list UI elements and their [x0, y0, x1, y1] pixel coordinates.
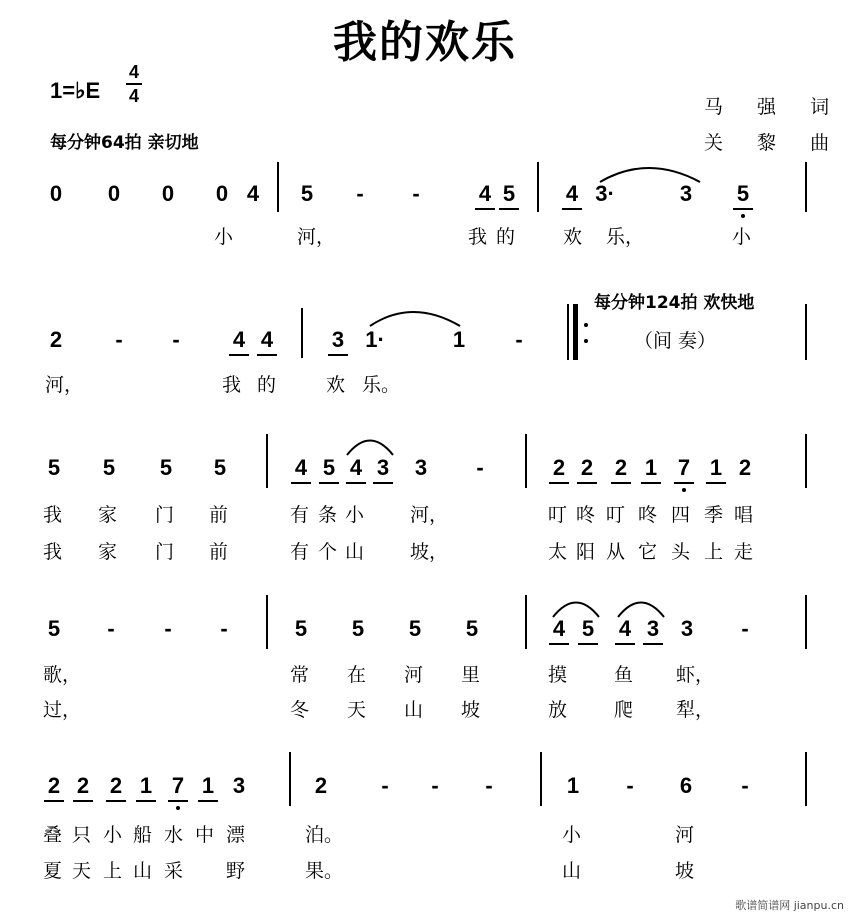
note: 1 — [705, 456, 727, 480]
lyric: 采 — [164, 860, 184, 882]
lyric: 爬 — [614, 699, 634, 721]
barline — [525, 595, 527, 649]
note: - — [172, 327, 180, 352]
key-signature: 1=♭E — [50, 78, 101, 103]
lyric: 果。 — [305, 860, 344, 882]
barline — [537, 162, 539, 212]
note: 1 — [197, 774, 219, 798]
note: 2 — [49, 327, 63, 352]
barline — [805, 304, 807, 360]
note: 7 — [167, 774, 189, 798]
note: 5 — [159, 455, 173, 480]
barline — [805, 752, 807, 806]
note: 4 — [256, 328, 278, 352]
note: - — [515, 327, 523, 352]
note: 2 — [43, 774, 65, 798]
barline — [805, 595, 807, 649]
lyric: 欢 — [326, 374, 346, 396]
barline — [301, 308, 303, 358]
watermark: 歌谱简谱网 jianpu.cn — [735, 899, 844, 912]
note: 7 — [673, 456, 695, 480]
note: - — [412, 181, 420, 206]
lyric: 天 — [347, 699, 367, 721]
barline — [805, 162, 807, 212]
lyric: 阳 — [576, 541, 596, 563]
lyric: 河 — [404, 664, 424, 686]
lyric: 条 — [318, 504, 338, 526]
time-sig-line — [126, 83, 142, 85]
lyric: 叮 — [606, 504, 626, 526]
lyric: 河， — [410, 504, 449, 526]
slur — [596, 160, 706, 184]
lyric: 上 — [704, 541, 724, 563]
note: 5 — [294, 616, 308, 641]
lyric: 坡 — [675, 860, 695, 882]
tempo-main: 每分钟124拍 欢快地 — [594, 293, 755, 313]
lyric: 走 — [734, 541, 754, 563]
lyric: 鱼 — [614, 664, 634, 686]
note: - — [356, 181, 364, 206]
lyric: 家 — [98, 541, 118, 563]
note: 0 — [49, 181, 63, 206]
barline — [525, 434, 527, 488]
song-title: 我的欢乐 — [333, 17, 517, 68]
note: 5 — [102, 455, 116, 480]
lyric: 唱 — [734, 504, 754, 526]
note: 3 — [680, 616, 694, 641]
note: 2 — [548, 456, 570, 480]
lyric: 船 — [133, 824, 153, 846]
note: - — [741, 616, 749, 641]
lyric: 山 — [562, 860, 582, 882]
lyric: 野 — [226, 860, 246, 882]
note: - — [115, 327, 123, 352]
lyric: 河， — [297, 226, 336, 248]
lyric: 门 — [155, 504, 175, 526]
barline — [266, 595, 268, 649]
note: 0 — [161, 181, 175, 206]
lyric: 小 — [214, 226, 234, 248]
barline — [277, 162, 279, 212]
lyric: 坡 — [461, 699, 481, 721]
note: - — [741, 773, 749, 798]
note: - — [107, 616, 115, 641]
note: 4 — [548, 617, 570, 641]
time-sig-top: 4 — [128, 62, 139, 82]
repeat-thin-bar — [567, 304, 569, 360]
lyric: 小 — [345, 504, 365, 526]
note: 2 — [72, 774, 94, 798]
lyric: 它 — [638, 541, 658, 563]
lyric: 欢 — [563, 226, 583, 248]
slur — [550, 596, 602, 618]
lyric: 前 — [209, 504, 229, 526]
note: 5 — [213, 455, 227, 480]
repeat-thick-bar — [573, 304, 578, 360]
barline — [266, 434, 268, 488]
note: 3 — [372, 456, 394, 480]
note: 4 — [345, 456, 367, 480]
note: 4 — [474, 182, 496, 206]
lyric: 山 — [404, 699, 424, 721]
lyric: 太 — [548, 541, 568, 563]
lyric: 中 — [195, 824, 215, 846]
lyricist: 马 强 词 — [704, 96, 844, 118]
tempo-intro: 每分钟64拍 亲切地 — [50, 133, 199, 153]
lyric: 小 — [562, 824, 582, 846]
note: 3 — [414, 455, 428, 480]
lyric: 天 — [72, 860, 92, 882]
lyric: 泊。 — [305, 824, 344, 846]
lyric: 河， — [45, 374, 84, 396]
lyric: 乐。 — [362, 374, 401, 396]
lyric: 河 — [675, 824, 695, 846]
slur — [615, 596, 667, 618]
note: 1 — [566, 773, 580, 798]
note: 5 — [47, 455, 61, 480]
lyric: 门 — [155, 541, 175, 563]
note: 5 — [465, 616, 479, 641]
note: - — [381, 773, 389, 798]
lyric: 水 — [164, 824, 184, 846]
barline — [540, 752, 542, 806]
lyric: 里 — [461, 664, 481, 686]
repeat-dot — [584, 339, 588, 343]
lyric: 在 — [347, 664, 367, 686]
lyric: 叠 — [43, 824, 63, 846]
lyric: 夏 — [43, 860, 63, 882]
note: 0 — [215, 181, 229, 206]
repeat-dot — [584, 323, 588, 327]
note: 5 — [318, 456, 340, 480]
lyric: 季 — [704, 504, 724, 526]
note: - — [164, 616, 172, 641]
note: - — [220, 616, 228, 641]
lyric: 小 — [732, 226, 752, 248]
lyric: 头 — [671, 541, 691, 563]
lyric: 个 — [318, 541, 338, 563]
note: 5 — [408, 616, 422, 641]
note: 3 — [232, 773, 246, 798]
lyric: 坡， — [410, 541, 449, 563]
lyric: 乐， — [606, 226, 645, 248]
note: 3 — [327, 328, 349, 352]
lyric: 叮 — [548, 504, 568, 526]
lyric: 咚 — [576, 504, 596, 526]
lyric: 有 — [290, 541, 310, 563]
lyric: 的 — [257, 374, 277, 396]
note: 5 — [300, 181, 314, 206]
lyric: 常 — [290, 664, 310, 686]
note: 1 — [452, 327, 466, 352]
lyric: 山 — [133, 860, 153, 882]
note: 5 — [351, 616, 365, 641]
lyric: 摸 — [548, 664, 568, 686]
barline — [289, 752, 291, 806]
lyric: 从 — [606, 541, 626, 563]
note: 4 — [290, 456, 312, 480]
lyric: 上 — [103, 860, 123, 882]
lyric: 漂 — [226, 824, 246, 846]
note: - — [485, 773, 493, 798]
note: 2 — [610, 456, 632, 480]
lyric: 犁， — [676, 699, 715, 721]
note: 2 — [738, 455, 752, 480]
note: 4 — [561, 182, 583, 206]
lyric: 我 — [468, 226, 488, 248]
note: 5 — [732, 182, 754, 206]
note: 3 — [679, 181, 693, 206]
lyric: 我 — [222, 374, 242, 396]
lyric: 家 — [98, 504, 118, 526]
time-signature — [126, 62, 142, 106]
composer: 关 黎 曲 — [704, 132, 844, 154]
lyric: 小 — [103, 824, 123, 846]
note: - — [626, 773, 634, 798]
lyric: 放 — [548, 699, 568, 721]
note: 0 — [107, 181, 121, 206]
note: 1 — [640, 456, 662, 480]
lyric: 歌， — [43, 664, 82, 686]
lyric: 我 — [43, 541, 63, 563]
note: 6 — [679, 773, 693, 798]
note: 5 — [577, 617, 599, 641]
note: 1 — [135, 774, 157, 798]
lyric: 冬 — [290, 699, 310, 721]
lyric: 四 — [671, 504, 691, 526]
note: 5 — [47, 616, 61, 641]
note: 2 — [105, 774, 127, 798]
note: 5 — [498, 182, 520, 206]
lyric: 我 — [43, 504, 63, 526]
note: - — [476, 455, 484, 480]
note: 1· — [365, 327, 385, 352]
lyric: 有 — [290, 504, 310, 526]
barline — [805, 434, 807, 488]
note: 4 — [614, 617, 636, 641]
interlude-label: （间 奏） — [634, 330, 717, 352]
lyric: 过， — [43, 699, 82, 721]
note: 2 — [576, 456, 598, 480]
lyric: 的 — [496, 226, 516, 248]
lyric: 虾， — [676, 664, 715, 686]
note: 4 — [246, 181, 260, 206]
lyric: 只 — [72, 824, 92, 846]
note: 2 — [314, 773, 328, 798]
slur — [344, 434, 396, 456]
note: 3· — [595, 181, 615, 206]
time-sig-bottom: 4 — [128, 86, 139, 106]
note: - — [431, 773, 439, 798]
slur — [366, 304, 466, 328]
note: 4 — [228, 328, 250, 352]
note: 3 — [642, 617, 664, 641]
lyric: 前 — [209, 541, 229, 563]
lyric: 山 — [345, 541, 365, 563]
lyric: 咚 — [638, 504, 658, 526]
